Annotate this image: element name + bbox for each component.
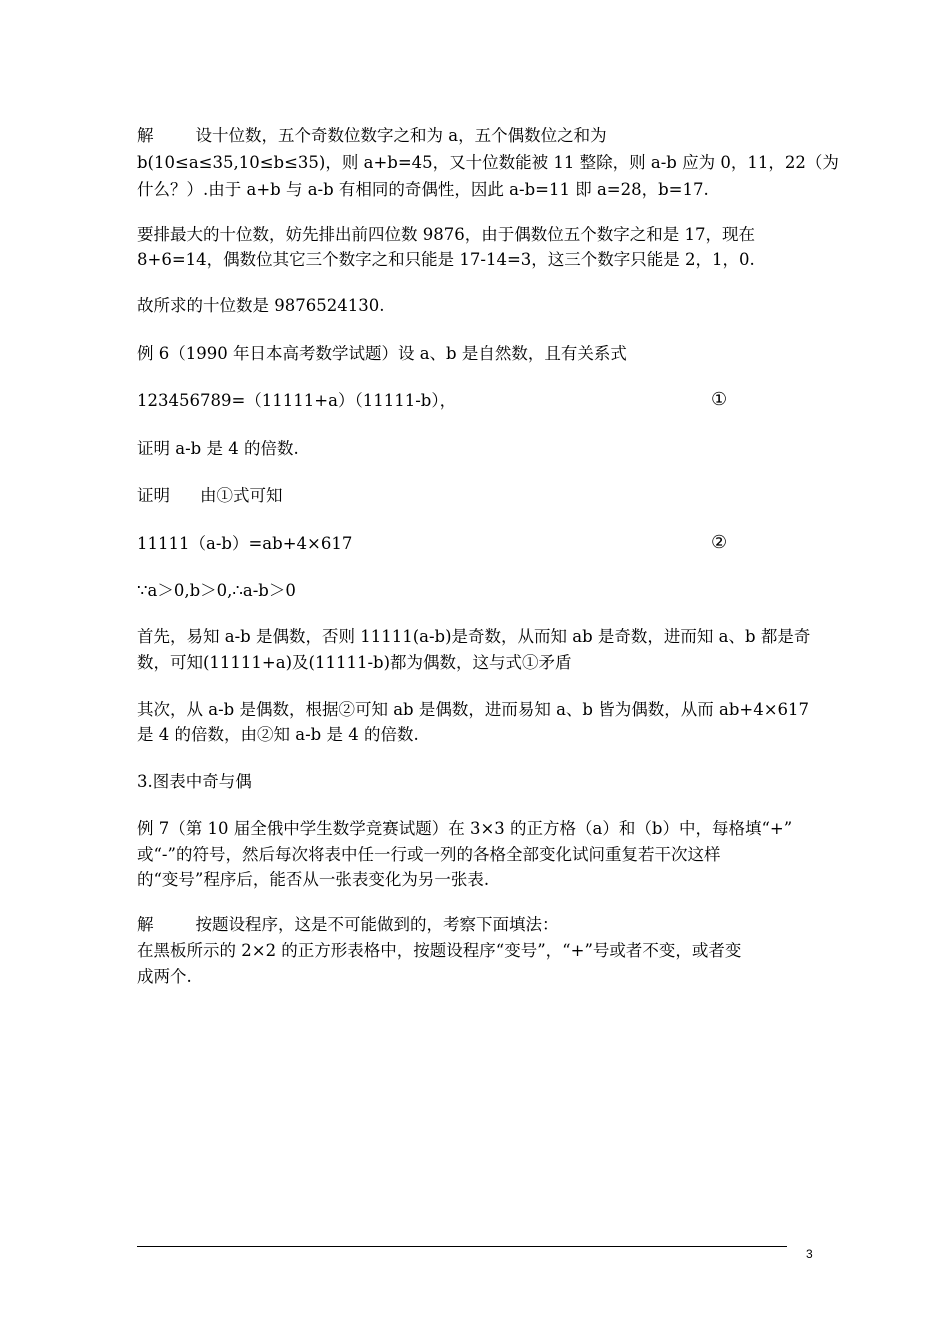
solution-line-3: 什么？）.由于 a+b 与 a-b 有相同的奇偶性，因此 a-b=11 即 a=28，b=17.: [137, 180, 709, 199]
solution-line-1: 解 设十位数，五个奇数位数字之和为 a，五个偶数位之和为: [137, 126, 607, 145]
solution-2-line-2: 在黑板所示的 2×2 的正方形表格中，按题设程序“变号”，“+”号或者不变，或者变: [137, 941, 742, 960]
paragraph-line: 要排最大的十位数，妨先排出前四位数 9876，由于偶数位五个数字之和是 17，现在: [137, 225, 755, 244]
paragraph-line: 其次，从 a-b 是偶数，根据②可知 ab 是偶数，进而易知 a、b 皆为偶数，从而 ab+4×617: [137, 700, 810, 719]
proof-label: 证明: [137, 486, 170, 505]
solution-line-2: b(10≤a≤35,10≤b≤35)，则 a+b=45，又十位数能被 11 整除，则 a-b 应为 0，11，22（为: [137, 153, 839, 172]
equation-1-marker: ①: [711, 389, 728, 410]
example-7-line-2: 或“-”的符号，然后每次将表中任一行或一列的各格全部变化试问重复若干次这样: [137, 845, 721, 864]
paragraph-line: 首先，易知 a-b 是偶数，否则 11111(a-b)是奇数，从而知 ab 是奇数，进而知 a、b 都是奇: [137, 627, 811, 646]
solution-label: 解: [137, 915, 154, 934]
condition-line: ∵a＞0,b＞0,∴a-b＞0: [137, 581, 296, 600]
solution-2-line-3: 成两个.: [137, 967, 192, 986]
example-7-line-1: 例 7（第 10 届全俄中学生数学竞赛试题）在 3×3 的正方格（a）和（b）中，每格填“+”: [137, 819, 793, 838]
solution-2-line-1: 解 按题设程序，这是不可能做到的，考察下面填法：: [137, 915, 559, 934]
page-number: 3: [806, 1247, 813, 1261]
conclusion-line: 故所求的十位数是 9876524130.: [137, 296, 385, 315]
example-7-line-3: 的“变号”程序后，能否从一张表变化为另一张表.: [137, 870, 490, 889]
paragraph-line: 8+6=14，偶数位其它三个数字之和只能是 17-14=3，这三个数字只能是 2，1，0.: [137, 250, 755, 269]
solution-label: 解: [137, 126, 154, 145]
section-heading: 3.图表中奇与偶: [137, 772, 252, 791]
equation-2-marker: ②: [711, 532, 728, 553]
paragraph-line: 是 4 的倍数，由②知 a-b 是 4 的倍数.: [137, 725, 419, 744]
example-6-heading: 例 6（1990 年日本高考数学试题）设 a、b 是自然数，且有关系式: [137, 344, 627, 363]
equation-2: 11111（a-b）=ab+4×617: [137, 534, 353, 553]
footer-divider: [137, 1246, 787, 1247]
claim-line: 证明 a-b 是 4 的倍数.: [137, 439, 299, 458]
proof-line: 证明 由①式可知: [137, 486, 283, 505]
paragraph-line: 数，可知(11111+a)及(11111-b)都为偶数，这与式①矛盾: [137, 653, 572, 672]
equation-1: 123456789=（11111+a）（11111-b），: [137, 391, 457, 410]
